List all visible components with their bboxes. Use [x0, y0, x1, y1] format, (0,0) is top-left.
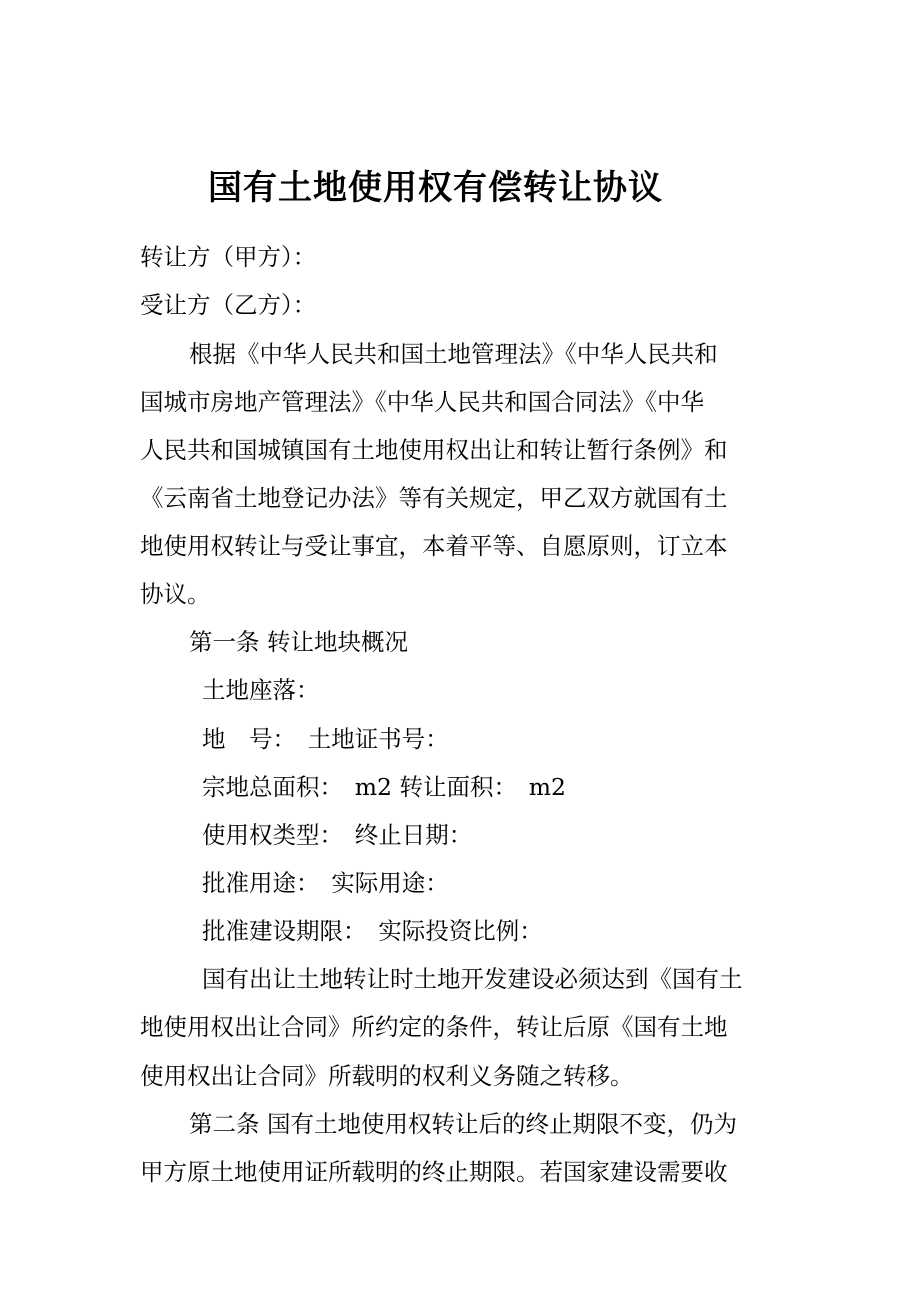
paragraph-line: 《云南省土地登记办法》等有关规定，甲乙双方就国有土 [140, 484, 728, 512]
field-area: 宗地总面积： m2 转让面积： m2 [202, 773, 566, 801]
field-land-location: 土地座落： [202, 676, 320, 704]
paragraph-line: 协议。 [140, 580, 211, 608]
field-construction-period: 批准建设期限： 实际投资比例： [202, 917, 543, 945]
transferor-line: 转让方（甲方）： [140, 243, 317, 271]
paragraph-line: 人民共和国城镇国有土地使用权出让和转让暂行条例》和 [140, 436, 728, 464]
field-lot-number: 地 号： 土地证书号： [202, 725, 449, 753]
paragraph-line: 国有出让土地转让时土地开发建设必须达到《国有土 [202, 965, 743, 993]
field-approved-use: 批准用途： 实际用途： [202, 869, 449, 897]
paragraph-line: 地使用权出让合同》所约定的条件，转让后原《国有土地 [140, 1013, 728, 1041]
paragraph-line: 地使用权转让与受让事宜，本着平等、自愿原则，订立本 [140, 532, 728, 560]
article-one-heading: 第一条 转让地块概况 [189, 628, 408, 656]
paragraph-line: 甲方原土地使用证所载明的终止期限。若国家建设需要收 [140, 1158, 728, 1186]
field-use-right-type: 使用权类型： 终止日期： [202, 821, 473, 849]
paragraph-line: 使用权出让合同》所载明的权利义务随之转移。 [140, 1062, 634, 1090]
article-two-line: 第二条 国有土地使用权转让后的终止期限不变，仍为 [189, 1110, 737, 1138]
paragraph-line: 根据《中华人民共和国土地管理法》《中华人民共和 [189, 340, 718, 368]
transferee-line: 受让方（乙方）： [140, 291, 317, 319]
paragraph-line: 国城市房地产管理法》《中华人民共和国合同法》《中华 [140, 388, 704, 416]
document-title: 国有土地使用权有偿转让协议 [208, 168, 663, 208]
